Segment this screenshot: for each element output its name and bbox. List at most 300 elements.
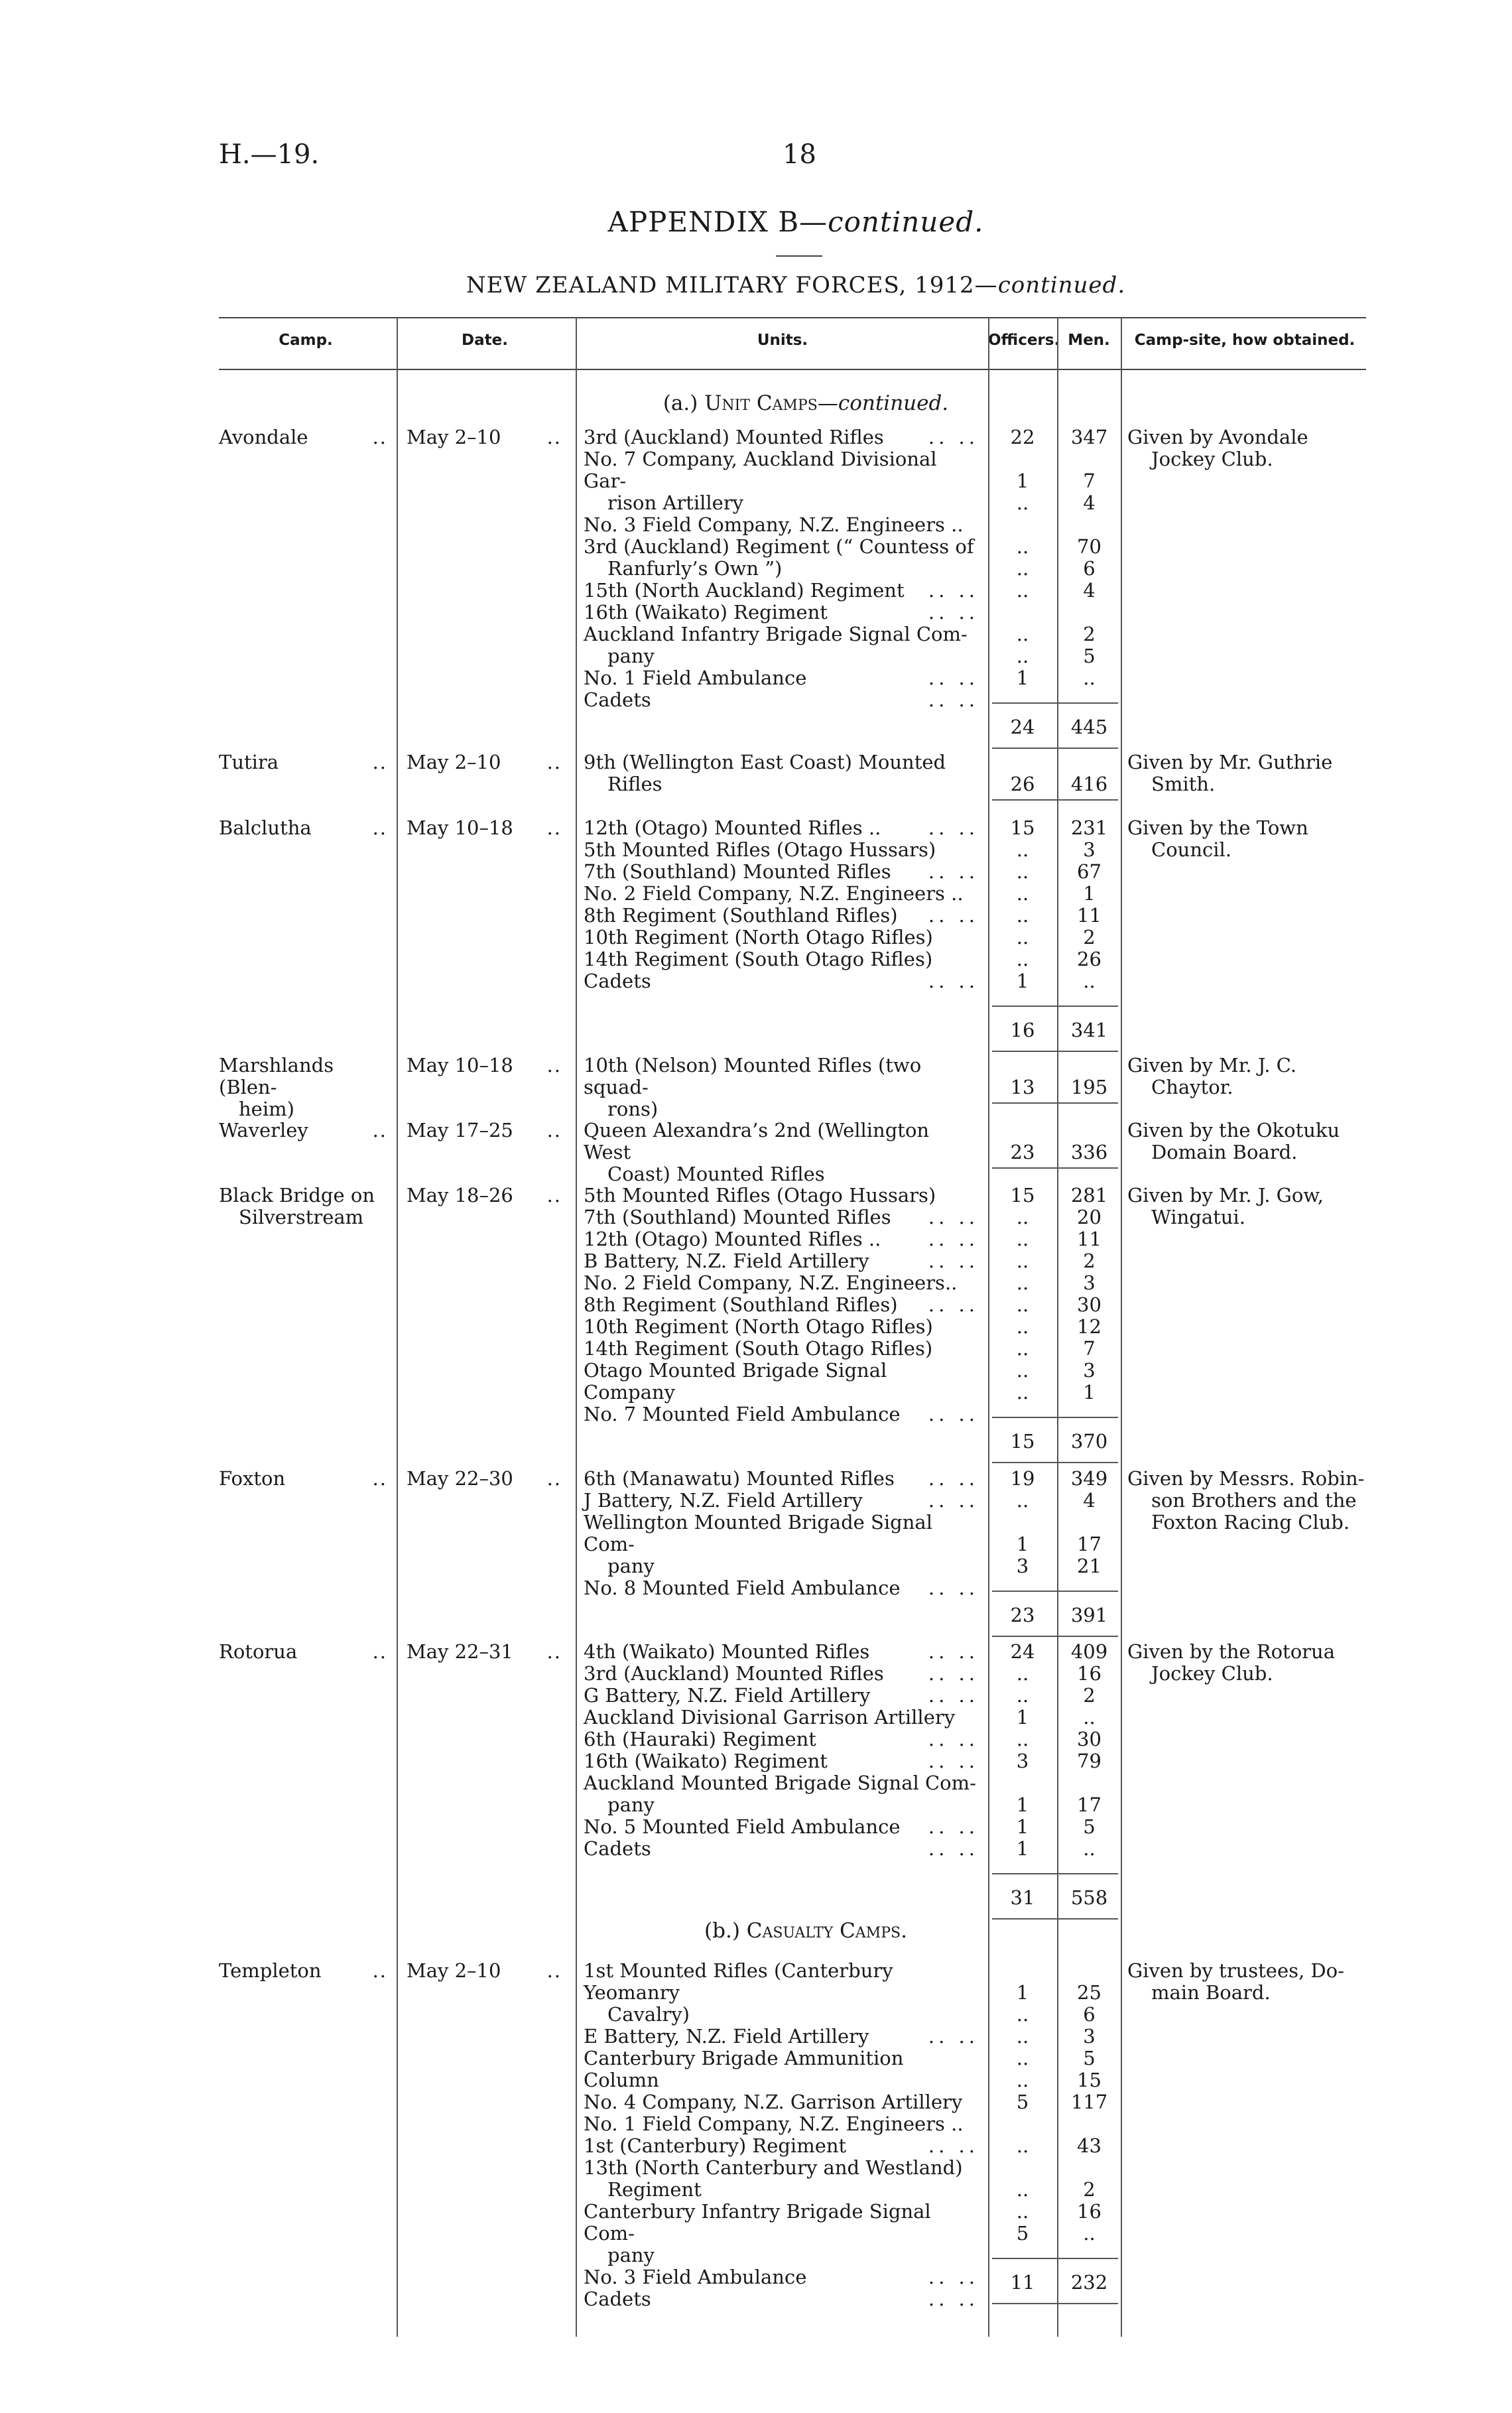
officers-value: .. — [1016, 645, 1029, 667]
unit-name-line: Cadets — [584, 688, 651, 711]
unit-row — [584, 1403, 981, 1425]
officers-value: 1 — [1016, 1837, 1029, 1860]
section-title-a — [574, 391, 1038, 415]
unit-row — [584, 2026, 981, 2048]
total-rule — [992, 1051, 1118, 1052]
leader-dots: .. .. — [928, 2266, 979, 2288]
leader-dots: .. — [372, 1467, 387, 1490]
unit-row — [584, 970, 981, 992]
unit-row — [584, 1512, 981, 1577]
men-value: 70 — [1077, 535, 1102, 558]
section-b-suffix: . — [901, 1919, 907, 1943]
unit-row — [584, 1338, 981, 1360]
unit-row — [584, 1316, 981, 1338]
officers-value: 23 — [1010, 1141, 1035, 1163]
men-value: 67 — [1077, 860, 1102, 883]
unit-row — [584, 426, 981, 448]
section-a-suffix: —continued. — [817, 391, 949, 415]
unit-name-line: 15th (North Auckland) Regiment — [584, 579, 905, 602]
unit-name-line: rison Artillery — [607, 491, 744, 514]
unit-name-line: 16th (Waikato) Regiment — [584, 1750, 828, 1772]
column-header-officers: Officers. — [988, 332, 1060, 349]
unit-row — [584, 2135, 981, 2157]
officers-value: .. — [1016, 2178, 1029, 2201]
subtotal-rule — [992, 1417, 1118, 1418]
leader-dots: .. .. — [928, 1728, 979, 1750]
leader-dots: .. — [546, 426, 562, 448]
camp-site-line: Chaytor. — [1151, 1076, 1233, 1098]
officers-value: .. — [1016, 1662, 1029, 1685]
unit-row — [584, 927, 981, 948]
unit-row — [584, 1360, 981, 1403]
leader-dots: .. .. — [928, 1403, 979, 1425]
unit-name-line: J Battery, N.Z. Field Artillery — [584, 1489, 863, 1512]
unit-row — [584, 689, 981, 711]
unit-row — [584, 1185, 981, 1206]
total-rule — [992, 1636, 1118, 1637]
men-value: 3 — [1083, 1272, 1096, 1294]
officers-value: .. — [1016, 1728, 1029, 1750]
leader-dots: .. — [372, 816, 387, 839]
men-column — [1061, 1641, 1117, 1860]
officers-value: .. — [1016, 1684, 1029, 1707]
men-total: 370 — [1070, 1430, 1108, 1453]
unit-row — [584, 817, 981, 839]
officers-value: .. — [1016, 491, 1029, 514]
table-top-rule — [219, 317, 1366, 318]
leader-dots: .. .. — [928, 816, 979, 839]
camp-date — [407, 817, 567, 839]
leader-dots: .. — [546, 1640, 562, 1663]
col-divider-1 — [397, 317, 398, 2337]
unit-name-line: rons) — [607, 1098, 659, 1120]
unit-name-line: No. 1 Field Company, N.Z. Engineers .. — [584, 2113, 964, 2135]
unit-name-line: No. 7 Company, Auckland Divisional Gar- — [584, 448, 937, 492]
men-value: 2 — [1083, 926, 1096, 948]
officers-value: 24 — [1010, 1640, 1035, 1663]
camp-name — [219, 1641, 393, 1663]
column-header-men: Men. — [1068, 332, 1110, 349]
column-header-site: Camp-site, how obtained. — [1134, 332, 1355, 349]
men-value: 20 — [1077, 1206, 1102, 1228]
camp-site — [1127, 426, 1366, 470]
units-list — [584, 751, 981, 795]
leader-dots: .. .. — [928, 601, 979, 623]
table-head-rule — [219, 369, 1366, 370]
unit-name-line: Cadets — [584, 970, 651, 992]
unit-row — [584, 580, 981, 602]
unit-name-line: Auckland Divisional Garrison Artillery — [584, 1706, 956, 1728]
section-title-b — [574, 1919, 1038, 1943]
unit-name-line: 5th Mounted Rifles (Otago Hussars) — [584, 838, 936, 861]
men-value: 26 — [1077, 948, 1102, 970]
appendix-rule — [776, 255, 822, 257]
unit-row — [584, 2048, 981, 2091]
column-header-date: Date. — [462, 332, 508, 349]
camp-site-line: Given by the Okotuku — [1127, 1119, 1340, 1141]
leader-dots: .. — [372, 426, 387, 448]
unit-name-line: No. 7 Mounted Field Ambulance — [584, 1403, 901, 1425]
unit-name-line: 10th (Nelson) Mounted Rifles (two squad- — [584, 1054, 922, 1098]
leader-dots: .. .. — [928, 1837, 979, 1860]
leader-dots: .. .. — [928, 1750, 979, 1772]
men-value: 4 — [1083, 579, 1096, 602]
officers-total: 31 — [1010, 1886, 1035, 1909]
unit-name-line: No. 5 Mounted Field Ambulance — [584, 1815, 901, 1838]
men-value: 2 — [1083, 623, 1096, 645]
officers-column — [989, 1960, 1056, 2245]
unit-row — [584, 1294, 981, 1316]
camp-date-text: May 10–18 — [407, 816, 513, 839]
camp-name-line: Rotorua — [219, 1640, 298, 1663]
officers-value: 1 — [1016, 667, 1029, 689]
camp-site-line: Foxton Racing Club. — [1151, 1511, 1350, 1533]
leader-dots: .. — [546, 1119, 562, 1141]
officers-column — [989, 1468, 1056, 1577]
unit-name-line: 14th Regiment (South Otago Rifles) — [584, 948, 933, 970]
unit-name-line: No. 2 Field Company, N.Z. Engineers.. — [584, 1272, 958, 1294]
camp-site-line: Domain Board. — [1151, 1141, 1298, 1163]
unit-row — [584, 839, 981, 861]
camp-site-line: Given by Mr. J. C. — [1127, 1054, 1297, 1076]
subtotal-rule — [992, 1591, 1118, 1592]
leader-dots: .. .. — [928, 1228, 979, 1250]
unit-row — [584, 514, 981, 536]
unit-name-line: Cadets — [584, 2288, 651, 2310]
unit-row — [584, 1960, 981, 2026]
men-value: 5 — [1083, 2047, 1096, 2069]
leader-dots: .. .. — [928, 1206, 979, 1228]
unit-name-line: G Battery, N.Z. Field Artillery — [584, 1684, 871, 1707]
unit-row — [584, 751, 981, 795]
men-value: 17 — [1077, 1793, 1102, 1816]
unit-name-line: No. 2 Field Company, N.Z. Engineers .. — [584, 882, 964, 905]
unit-row — [584, 883, 981, 905]
camp-name-line: Balclutha — [219, 816, 312, 839]
unit-row — [584, 1838, 981, 1860]
men-value: 409 — [1070, 1640, 1108, 1663]
leader-dots: .. .. — [928, 1640, 979, 1663]
unit-name-line: 8th Regiment (Southland Rifles) — [584, 1293, 898, 1316]
camp-date — [407, 1055, 567, 1076]
subtotal-rule — [992, 1873, 1118, 1874]
men-total: 391 — [1070, 1604, 1108, 1626]
officers-value: .. — [1016, 860, 1029, 883]
unit-name-line: Rifles — [607, 773, 662, 795]
unit-name-line: No. 1 Field Ambulance — [584, 667, 807, 689]
unit-name-line: B Battery, N.Z. Field Artillery — [584, 1250, 869, 1272]
leader-dots: .. .. — [928, 1684, 979, 1707]
leader-dots: .. — [372, 1119, 387, 1141]
men-value: 2 — [1083, 1250, 1096, 1272]
men-value: 43 — [1077, 2134, 1102, 2157]
officers-column — [989, 1120, 1056, 1163]
men-value: 336 — [1070, 1141, 1108, 1163]
camp-name — [219, 1468, 393, 1490]
unit-row — [584, 2266, 981, 2288]
officers-value: .. — [1016, 904, 1029, 927]
officers-total: 11 — [1010, 2271, 1035, 2294]
officers-value: .. — [1016, 1293, 1029, 1316]
unit-name-line: Queen Alexandra’s 2nd (Wellington West — [584, 1119, 930, 1163]
leader-dots: .. .. — [928, 2025, 979, 2048]
unit-row — [584, 667, 981, 689]
men-value: 11 — [1077, 1228, 1102, 1250]
camp-date — [407, 1120, 567, 1141]
unit-name-line: 6th (Hauraki) Regiment — [584, 1728, 816, 1750]
men-value: .. — [1083, 1837, 1096, 1860]
unit-name-line: 4th (Waikato) Mounted Rifles — [584, 1640, 870, 1663]
camp-date-text: May 22–30 — [407, 1467, 513, 1490]
total-rule — [992, 748, 1118, 749]
officers-value: .. — [1016, 2069, 1029, 2091]
officers-total: 24 — [1010, 716, 1035, 738]
men-column — [1061, 1120, 1117, 1163]
camp-site-line: Given by Mr. J. Gow, — [1127, 1184, 1324, 1206]
camp-date — [407, 1185, 567, 1206]
men-value: 2 — [1083, 2178, 1096, 2201]
camp-date — [407, 751, 567, 773]
men-value: 5 — [1083, 645, 1096, 667]
unit-name-line: 10th Regiment (North Otago Rifles) — [584, 1315, 933, 1338]
section-a-prefix: (a.) — [662, 391, 705, 415]
camp-date — [407, 1468, 567, 1490]
unit-row — [584, 448, 981, 514]
men-value: 12 — [1077, 1315, 1102, 1338]
leader-dots: .. .. — [928, 667, 979, 689]
camp-name-line: Avondale — [219, 426, 308, 448]
camp-site-line: Given by the Town — [1127, 816, 1308, 839]
unit-name-line: 3rd (Auckland) Mounted Rifles — [584, 426, 884, 448]
units-list — [584, 817, 981, 992]
men-value: .. — [1083, 667, 1096, 689]
officers-value: 1 — [1016, 470, 1029, 492]
unit-row — [584, 1250, 981, 1272]
unit-row — [584, 1055, 981, 1120]
men-value: 17 — [1077, 1533, 1102, 1555]
camp-name-line: heim) — [239, 1098, 294, 1120]
officers-column — [989, 426, 1056, 689]
unit-name-line: pany — [607, 1555, 655, 1577]
men-value: 3 — [1083, 2025, 1096, 2048]
men-total: 445 — [1070, 716, 1108, 738]
officers-column — [989, 817, 1056, 992]
men-value: 281 — [1070, 1184, 1108, 1206]
leader-dots: .. — [546, 1184, 562, 1206]
officers-value: .. — [1016, 1272, 1029, 1294]
men-value: 195 — [1070, 1076, 1108, 1098]
officers-value: .. — [1016, 2200, 1029, 2223]
leader-dots: .. .. — [928, 970, 979, 992]
col-divider-4 — [1057, 317, 1058, 2337]
men-value: .. — [1083, 1706, 1096, 1728]
men-value: 25 — [1077, 1981, 1102, 2004]
unit-row — [584, 1577, 981, 1599]
men-value: 1 — [1083, 1381, 1096, 1403]
unit-row — [584, 623, 981, 667]
men-value: 6 — [1083, 2003, 1096, 2026]
header-ref: H.—19. — [219, 139, 320, 170]
officers-column — [989, 1641, 1056, 1860]
unit-name-line: Cadets — [584, 1837, 651, 1860]
unit-name-line: 8th Regiment (Southland Rifles) — [584, 904, 898, 927]
camp-date-text: May 17–25 — [407, 1119, 513, 1141]
unit-name-line: Regiment — [607, 2178, 702, 2201]
officers-total: 23 — [1010, 1604, 1035, 1626]
unit-row — [584, 1772, 981, 1816]
men-total: 558 — [1070, 1886, 1108, 1909]
appendix-title-cont: continued. — [828, 206, 984, 238]
unit-row — [584, 1120, 981, 1185]
officers-value: .. — [1016, 2003, 1029, 2026]
unit-name-line: pany — [607, 645, 655, 667]
unit-name-line: E Battery, N.Z. Field Artillery — [584, 2025, 869, 2048]
camp-site-line: Given by the Rotorua — [1127, 1640, 1335, 1663]
leader-dots: .. .. — [928, 1577, 979, 1599]
unit-name-line: No. 3 Field Company, N.Z. Engineers .. — [584, 513, 964, 536]
unit-name-line: 3rd (Auckland) Mounted Rifles — [584, 1662, 884, 1685]
total-rule — [992, 1462, 1118, 1463]
unit-name-line: 1st (Canterbury) Regiment — [584, 2134, 847, 2157]
camp-name-line: Foxton — [219, 1467, 286, 1490]
unit-row — [584, 2113, 981, 2135]
men-value: 349 — [1070, 1467, 1108, 1490]
unit-name-line: Cavalry) — [607, 2003, 690, 2026]
men-value: 21 — [1077, 1555, 1102, 1577]
section-a-title: Unit Camps — [704, 391, 818, 415]
camp-site-line: Jockey Club. — [1151, 448, 1273, 470]
camp-date-text: May 2–10 — [407, 426, 501, 448]
unit-name-line: 3rd (Auckland) Regiment (“ Countess of — [584, 535, 974, 558]
leader-dots: .. .. — [928, 2134, 979, 2157]
entry-rule — [992, 1167, 1118, 1169]
camp-name — [219, 1120, 393, 1141]
camp-site-line: Wingatui. — [1151, 1206, 1245, 1228]
officers-value: 26 — [1010, 773, 1035, 795]
unit-name-line: No. 8 Mounted Field Ambulance — [584, 1577, 901, 1599]
men-column — [1061, 751, 1117, 795]
officers-value: .. — [1016, 579, 1029, 602]
page-number: 18 — [783, 139, 816, 170]
camp-name-line: Black Bridge on — [219, 1184, 375, 1206]
unit-name-line: Auckland Infantry Brigade Signal Com- — [584, 623, 968, 645]
officers-value: 3 — [1016, 1555, 1029, 1577]
subtitle-cont: continued. — [997, 272, 1126, 298]
men-column — [1061, 1185, 1117, 1403]
men-value: 3 — [1083, 1359, 1096, 1382]
subtotal-rule — [992, 702, 1118, 704]
camp-name-line: Waverley — [219, 1119, 308, 1141]
camp-name — [219, 426, 393, 448]
unit-row — [584, 1728, 981, 1750]
men-column — [1061, 1055, 1117, 1098]
camp-name-line: Silverstream — [239, 1206, 364, 1228]
column-header-units: Units. — [757, 332, 808, 349]
leader-dots: .. — [546, 816, 562, 839]
men-value: 416 — [1070, 773, 1108, 795]
unit-row — [584, 1685, 981, 1707]
officers-value: 1 — [1016, 1706, 1029, 1728]
leader-dots: .. — [372, 751, 387, 773]
men-column — [1061, 1960, 1117, 2245]
subtotal-rule — [992, 2258, 1118, 2259]
officers-value: 1 — [1016, 1815, 1029, 1838]
unit-row — [584, 1641, 981, 1663]
unit-row — [584, 1490, 981, 1512]
officers-value: 1 — [1016, 1533, 1029, 1555]
camp-site — [1127, 817, 1366, 861]
officers-value: .. — [1016, 948, 1029, 970]
officers-value: .. — [1016, 623, 1029, 645]
unit-row — [584, 1468, 981, 1490]
total-rule — [992, 1918, 1118, 1920]
unit-row — [584, 2091, 981, 2113]
men-total: 341 — [1070, 1019, 1108, 1041]
men-value: 7 — [1083, 470, 1096, 492]
leader-dots: .. .. — [928, 1489, 979, 1512]
unit-row — [584, 1272, 981, 1294]
men-value: 16 — [1077, 2200, 1102, 2223]
unit-name-line: Canterbury Brigade Ammunition Column — [584, 2047, 904, 2091]
officers-value: .. — [1016, 557, 1029, 580]
officers-value: .. — [1016, 1489, 1029, 1512]
leader-dots: .. — [372, 1640, 387, 1663]
camp-date — [407, 426, 567, 448]
camp-site-line: Given by Mr. Guthrie — [1127, 751, 1333, 773]
leader-dots: .. — [546, 1054, 562, 1076]
unit-row — [584, 1228, 981, 1250]
unit-name-line: 9th (Wellington East Coast) Mounted — [584, 751, 946, 773]
unit-row — [584, 1707, 981, 1728]
camp-site — [1127, 1960, 1366, 2004]
unit-row — [584, 905, 981, 927]
camp-site — [1127, 751, 1366, 795]
unit-name-line: pany — [607, 1793, 655, 1816]
men-column — [1061, 426, 1117, 689]
unit-row — [584, 1750, 981, 1772]
leader-dots: .. .. — [928, 1815, 979, 1838]
unit-name-line: Coast) Mounted Rifles — [607, 1163, 825, 1185]
officers-column — [989, 1055, 1056, 1098]
officers-value: .. — [1016, 1228, 1029, 1250]
unit-name-line: 13th (North Canterbury and Westland) — [584, 2156, 963, 2179]
camp-site-line: Jockey Club. — [1151, 1662, 1273, 1685]
camp-date — [407, 1641, 567, 1663]
men-value: 231 — [1070, 816, 1108, 839]
officers-value: .. — [1016, 535, 1029, 558]
camp-date-text: May 10–18 — [407, 1054, 513, 1076]
camp-site-line: main Board. — [1151, 1981, 1271, 2004]
subtitle-text: NEW ZEALAND MILITARY FORCES, 1912— — [466, 272, 998, 298]
unit-row — [584, 2201, 981, 2266]
camp-site — [1127, 1120, 1366, 1163]
column-header-camp: Camp. — [279, 332, 333, 349]
men-value: 1 — [1083, 882, 1096, 905]
subtotal-rule — [992, 1006, 1118, 1007]
units-list — [584, 1055, 981, 1120]
unit-row — [584, 2157, 981, 2201]
unit-row — [584, 2288, 981, 2310]
officers-value: .. — [1016, 1359, 1029, 1382]
camp-date-text: May 22–31 — [407, 1640, 513, 1663]
officers-value: 15 — [1010, 816, 1035, 839]
camp-name — [219, 1960, 393, 1982]
officers-value: .. — [1016, 2047, 1029, 2069]
officers-value: 1 — [1016, 1981, 1029, 2004]
camp-name — [219, 817, 393, 839]
officers-total: 15 — [1010, 1430, 1035, 1453]
officers-value: 19 — [1010, 1467, 1035, 1490]
